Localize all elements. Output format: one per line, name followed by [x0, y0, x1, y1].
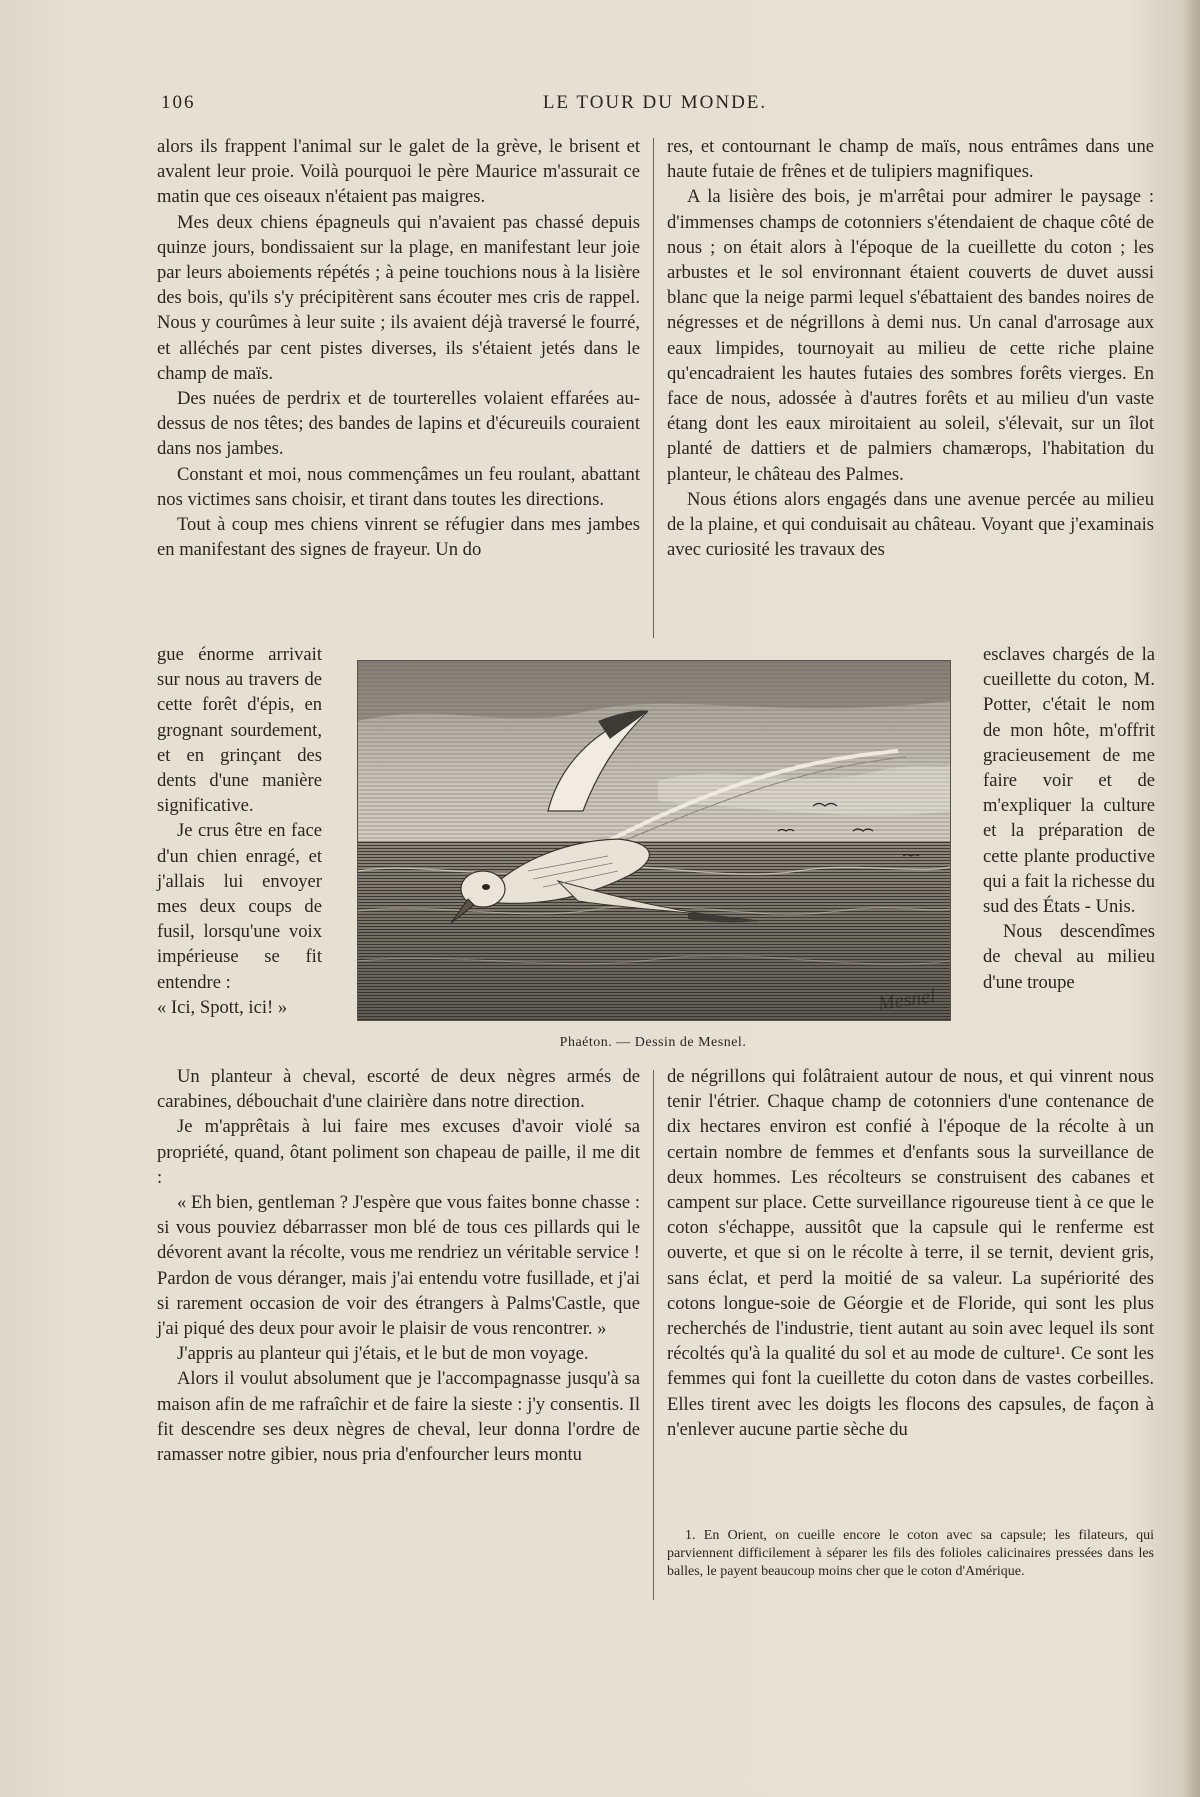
left-column-top [157, 134, 640, 562]
paragraph: A la lisière des bois, je m'arrêtai pour admirer le paysage : d'immenses champs de cotonniers s'étendaient de chaque côté de nous ; on était alors à l'époque de la cueillette du coton ; les arbustes et le sol environnant étaient couverts de duvet aussi blanc que la neige parmi lequel s'ébattaient des bandes noires de négresses et de négrillons à demi nus. Un canal d'arrosage aux eaux limpides, tournoyait au milieu de cette riche plaine qu'encadraient les hautes futaies des sombres forêts vierges. En face de nous, adossée à d'autres forêts et au milieu d'un vaste étang dont les eaux miroitaient au soleil, s'élevait, sur un îlot planté de dattiers et de palmiers chamærops, l'habitation du planteur, le château des Palmes. [667, 186, 1154, 485]
paragraph: Nous descendîmes de cheval au milieu d'une troupe [983, 921, 1155, 993]
artist-signature: Mesnel [876, 985, 938, 1015]
page-header [155, 92, 1155, 122]
paragraph: esclaves chargés de la cueillette du coton, M. Potter, c'était le nom de mon hôte, m'offrit gracieusement de me faire voir et de m'expliquer la culture et la préparation de cette plante productive qui a fait la richesse du sud des États - Unis. [983, 644, 1155, 918]
page-number: 106 [161, 92, 196, 113]
engraving-illustration [358, 661, 950, 1020]
footnote-text: 1. En Orient, on cueille encore le coton avec sa capsule; les filateurs, qui parviennent difficilement à séparer les fils des folioles calicinaires pressées dans les balles, le payent beaucoup moins cher que le coton d'Amérique. [667, 1528, 1154, 1580]
right-column-top [667, 134, 1154, 562]
paragraph: Je crus être en face d'un chien enragé, et j'allais lui envoyer mes deux coups de fusil, lorsqu'une voix impérieuse se fit entendre : [157, 820, 322, 993]
figure-caption: Phaéton. — Dessin de Mesnel. [559, 1035, 747, 1050]
paragraph: res, et contournant le champ de maïs, nous entrâmes dans une haute futaie de frênes et de tulipiers magnifiques. [667, 136, 1154, 183]
paragraph: Nous étions alors engagés dans une avenue percée au milieu de la plaine, et qui conduisait au château. Voyant que j'examinais avec curiosité les travaux des [667, 488, 1154, 561]
running-title: LE TOUR DU MONDE. [542, 92, 768, 113]
paragraph: « Eh bien, gentleman ? J'espère que vous faites bonne chasse : si vous pouviez débarrasser mon blé de tous ces pillards qui le dévorent avant la récolte, vous me rendriez un véritable service ! Pardon de vous déranger, mais j'ai entendu votre fusillade, et j'ai si rarement occasion de voir des étrangers à Palms'Castle, que j'ai piqué des deux pour avoir le plaisir de vous rencontrer. » [157, 1192, 640, 1340]
column-rule-bottom [653, 1070, 654, 1600]
paragraph: Alors il voulut absolument que je l'accompagnasse jusqu'à sa maison afin de me rafraîchir et de faire la sieste : j'y consentis. Il fit descendre ses deux nègres de cheval, leur donna l'ordre de ramasser notre gibier, nous pria d'enfourcher leurs montu [157, 1368, 640, 1466]
paragraph: Mes deux chiens épagneuls qui n'avaient pas chassé depuis quinze jours, bondissaient sur la plage, en manifestant leur joie par leurs aboiements répétés ; à peine touchions nous à la lisière des bois, qu'ils s'y précipitèrent sans écouter mes cris de rappel. Nous y courûmes à leur suite ; ils avaient déjà traversé le fourré, et alléchés par cent pistes diverses, ils s'étaient jetés dans le champ de maïs. [157, 211, 640, 384]
paragraph: Tout à coup mes chiens vinrent se réfugier dans mes jambes en manifestant des signes de frayeur. Un do [157, 514, 640, 561]
paragraph: alors ils frappent l'animal sur le galet de la grève, le brisent et avalent leur proie. Voilà pourquoi le père Maurice m'assurait ce matin que ces oiseaux n'étaient pas maigres. [157, 136, 640, 208]
paragraph: Constant et moi, nous commençâmes un feu roulant, abattant nos victimes sans choisir, et tirant dans toutes les directions. [157, 463, 640, 510]
left-column-bottom [157, 1064, 640, 1467]
column-rule-top [653, 138, 654, 638]
paragraph: Je m'apprêtais à lui faire mes excuses d'avoir violé sa propriété, quand, ôtant poliment son chapeau de paille, il me dit : [157, 1116, 640, 1188]
paragraph: Un planteur à cheval, escorté de deux nègres armés de carabines, débouchait d'une clairière dans notre direction. [157, 1066, 640, 1113]
engraving-phaeton-figure [357, 660, 951, 1021]
paragraph: J'appris au planteur qui j'étais, et le but de mon voyage. [177, 1343, 589, 1365]
right-column-bottom [667, 1064, 1154, 1442]
right-column-beside-figure [983, 642, 1155, 995]
paragraph: Des nuées de perdrix et de tourterelles volaient effarées au-dessus de nos têtes; des bandes de lapins et d'écureuils couraient dans nos jambes. [157, 388, 640, 460]
page-edge-shadow [1182, 0, 1200, 1797]
paragraph: « Ici, Spott, ici! » [157, 996, 288, 1018]
left-column-beside-figure [157, 642, 322, 1020]
footnote [667, 1527, 1154, 1582]
paragraph: gue énorme arrivait sur nous au travers de cette forêt d'épis, en grognant sourdement, et en grinçant des dents d'une manière significative. [157, 644, 322, 817]
paragraph: de négrillons qui folâtraient autour de nous, et qui vinrent nous tenir l'étrier. Chaque champ de cotonniers d'une contenance de dix hectares environ est confié à l'époque de la récolte à un certain nombre de femmes et d'enfants sous la surveillance de deux hommes. Les récolteurs se construisent des cabanes et campent sur place. Cette surveillance rigoureuse tient à ce que le coton s'échappe, aussitôt que la capsule qui le renferme est ouverte, et que si on le récolte à terre, il se ternit, devient gris, sans éclat, et perd la moitié de sa valeur. La supériorité des cotons longue-soie de Géorgie et de Floride, qui sont les plus recherchés de l'industrie, tient autant au soin avec lequel ils sont récoltés qu'à la qualité du sol et au mode de culture¹. Ce sont les femmes qui font la cueillette du coton dans de vastes corbeilles. Elles tirent avec les doigts les flocons des capsules, de façon à n'enlever aucune partie sèche du [667, 1066, 1154, 1440]
